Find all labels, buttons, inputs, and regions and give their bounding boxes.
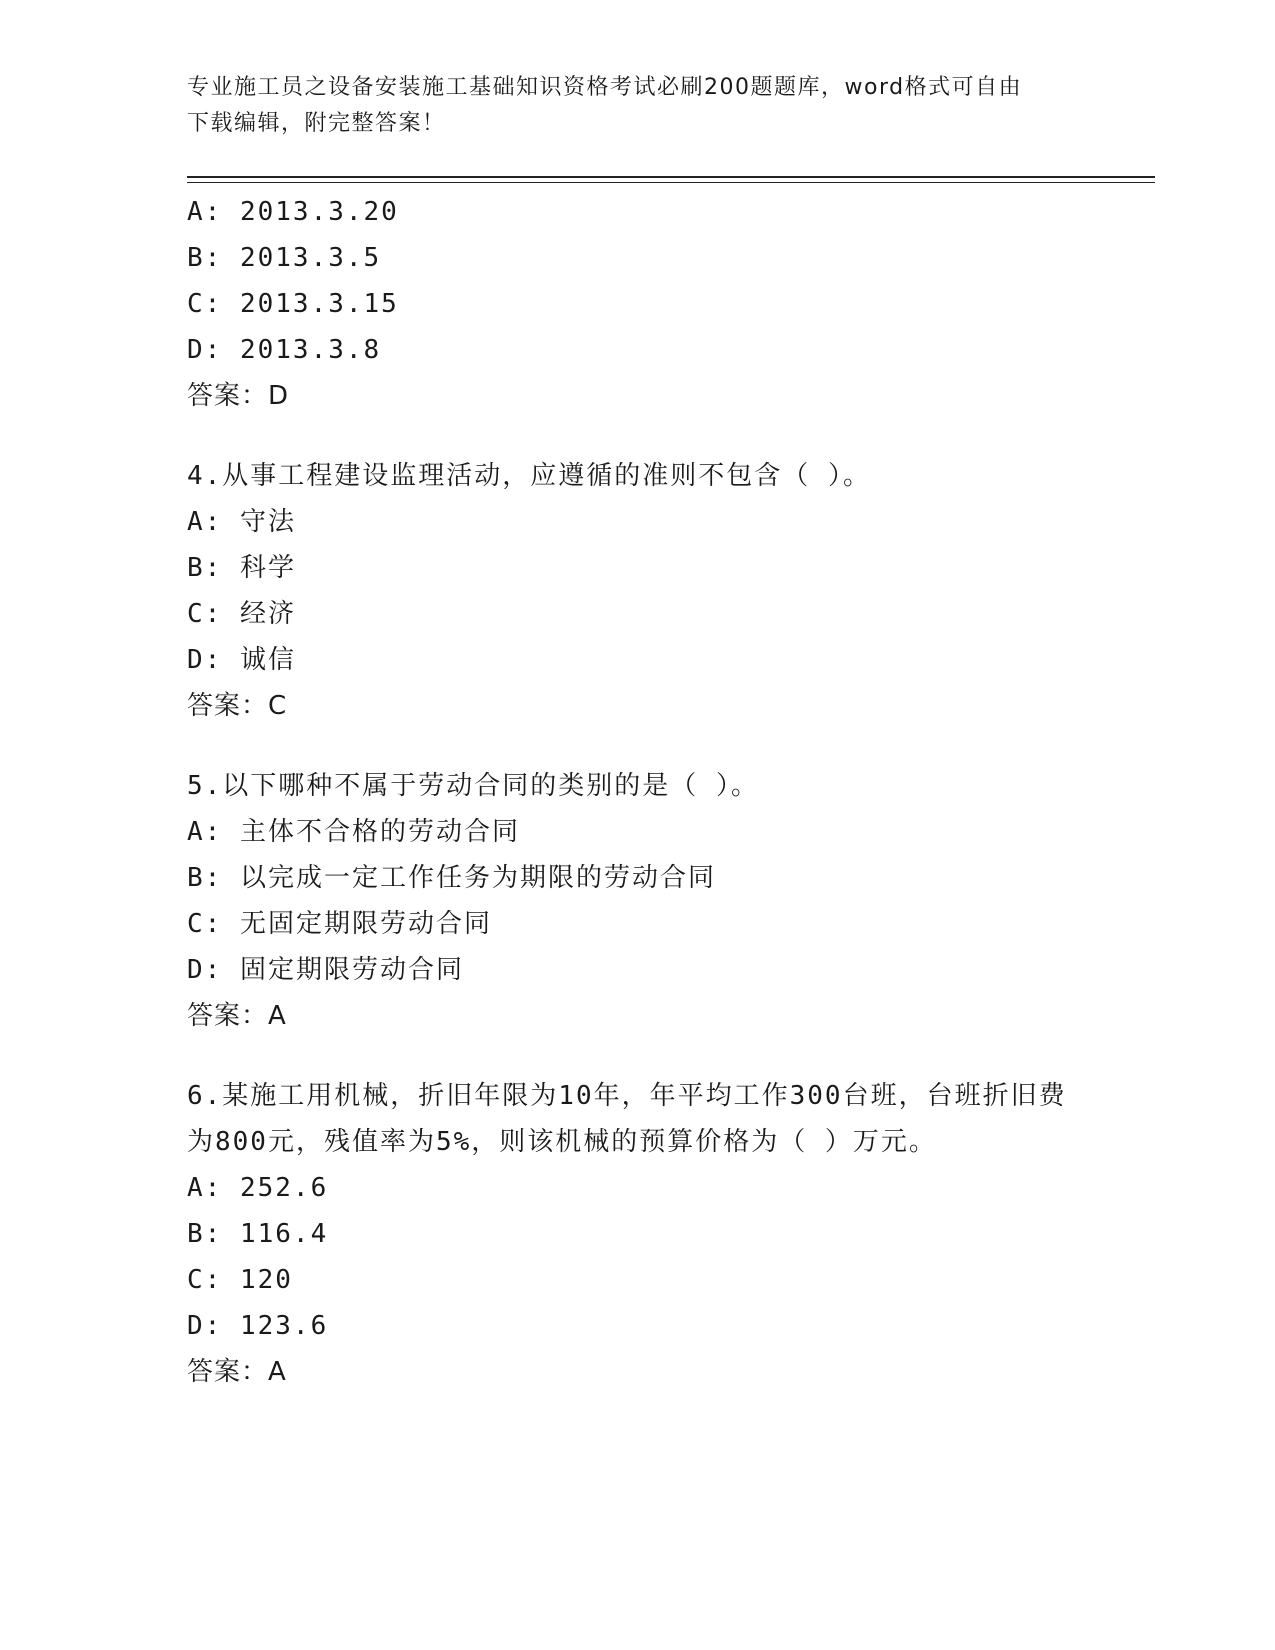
option-d: D: 诚信 bbox=[187, 645, 296, 675]
spacer bbox=[187, 419, 1107, 453]
answer: 答案：A bbox=[187, 1001, 287, 1031]
question-list bbox=[187, 189, 1107, 1395]
option-b: B: 2013.3.5 bbox=[187, 243, 382, 273]
option-b: B: 以完成一定工作任务为期限的劳动合同 bbox=[187, 863, 716, 893]
question-6 bbox=[187, 1073, 1107, 1395]
question-5 bbox=[187, 763, 1107, 1039]
question-stem: 4.从事工程建设监理活动，应遵循的准则不包含（ ）。 bbox=[187, 461, 871, 491]
answer: 答案：C bbox=[187, 691, 288, 721]
header-rule-thick bbox=[187, 176, 1155, 178]
option-b: B: 科学 bbox=[187, 553, 296, 583]
option-c: C: 经济 bbox=[187, 599, 296, 629]
question-stem: 6.某施工用机械，折旧年限为10年，年平均工作300台班，台班折旧费为800元，残值率为5%，则该机械的预算价格为（ ）万元。 bbox=[187, 1081, 1067, 1157]
option-c: C: 无固定期限劳动合同 bbox=[187, 909, 492, 939]
option-b: B: 116.4 bbox=[187, 1219, 329, 1249]
spacer bbox=[187, 729, 1107, 763]
answer: 答案：A bbox=[187, 1357, 287, 1387]
option-d: D: 固定期限劳动合同 bbox=[187, 955, 464, 985]
option-a: A: 守法 bbox=[187, 507, 296, 537]
option-c: C: 120 bbox=[187, 1265, 293, 1295]
spacer bbox=[187, 1039, 1107, 1073]
document-header bbox=[187, 70, 1087, 142]
option-a: A: 2013.3.20 bbox=[187, 197, 399, 227]
option-a: A: 主体不合格的劳动合同 bbox=[187, 817, 520, 847]
answer: 答案：D bbox=[187, 381, 290, 411]
option-a: A: 252.6 bbox=[187, 1173, 329, 1203]
option-d: D: 123.6 bbox=[187, 1311, 329, 1341]
question-3 bbox=[187, 189, 1107, 419]
header-line-2: 下载编辑，附完整答案！ bbox=[187, 111, 446, 136]
question-stem: 5.以下哪种不属于劳动合同的类别的是（ ）。 bbox=[187, 771, 759, 801]
header-line-1: 专业施工员之设备安装施工基础知识资格考试必刷200题题库，word格式可自由 bbox=[187, 75, 1023, 100]
question-4 bbox=[187, 453, 1107, 729]
option-d: D: 2013.3.8 bbox=[187, 335, 382, 365]
option-c: C: 2013.3.15 bbox=[187, 289, 399, 319]
header-rule-thin bbox=[187, 182, 1155, 183]
